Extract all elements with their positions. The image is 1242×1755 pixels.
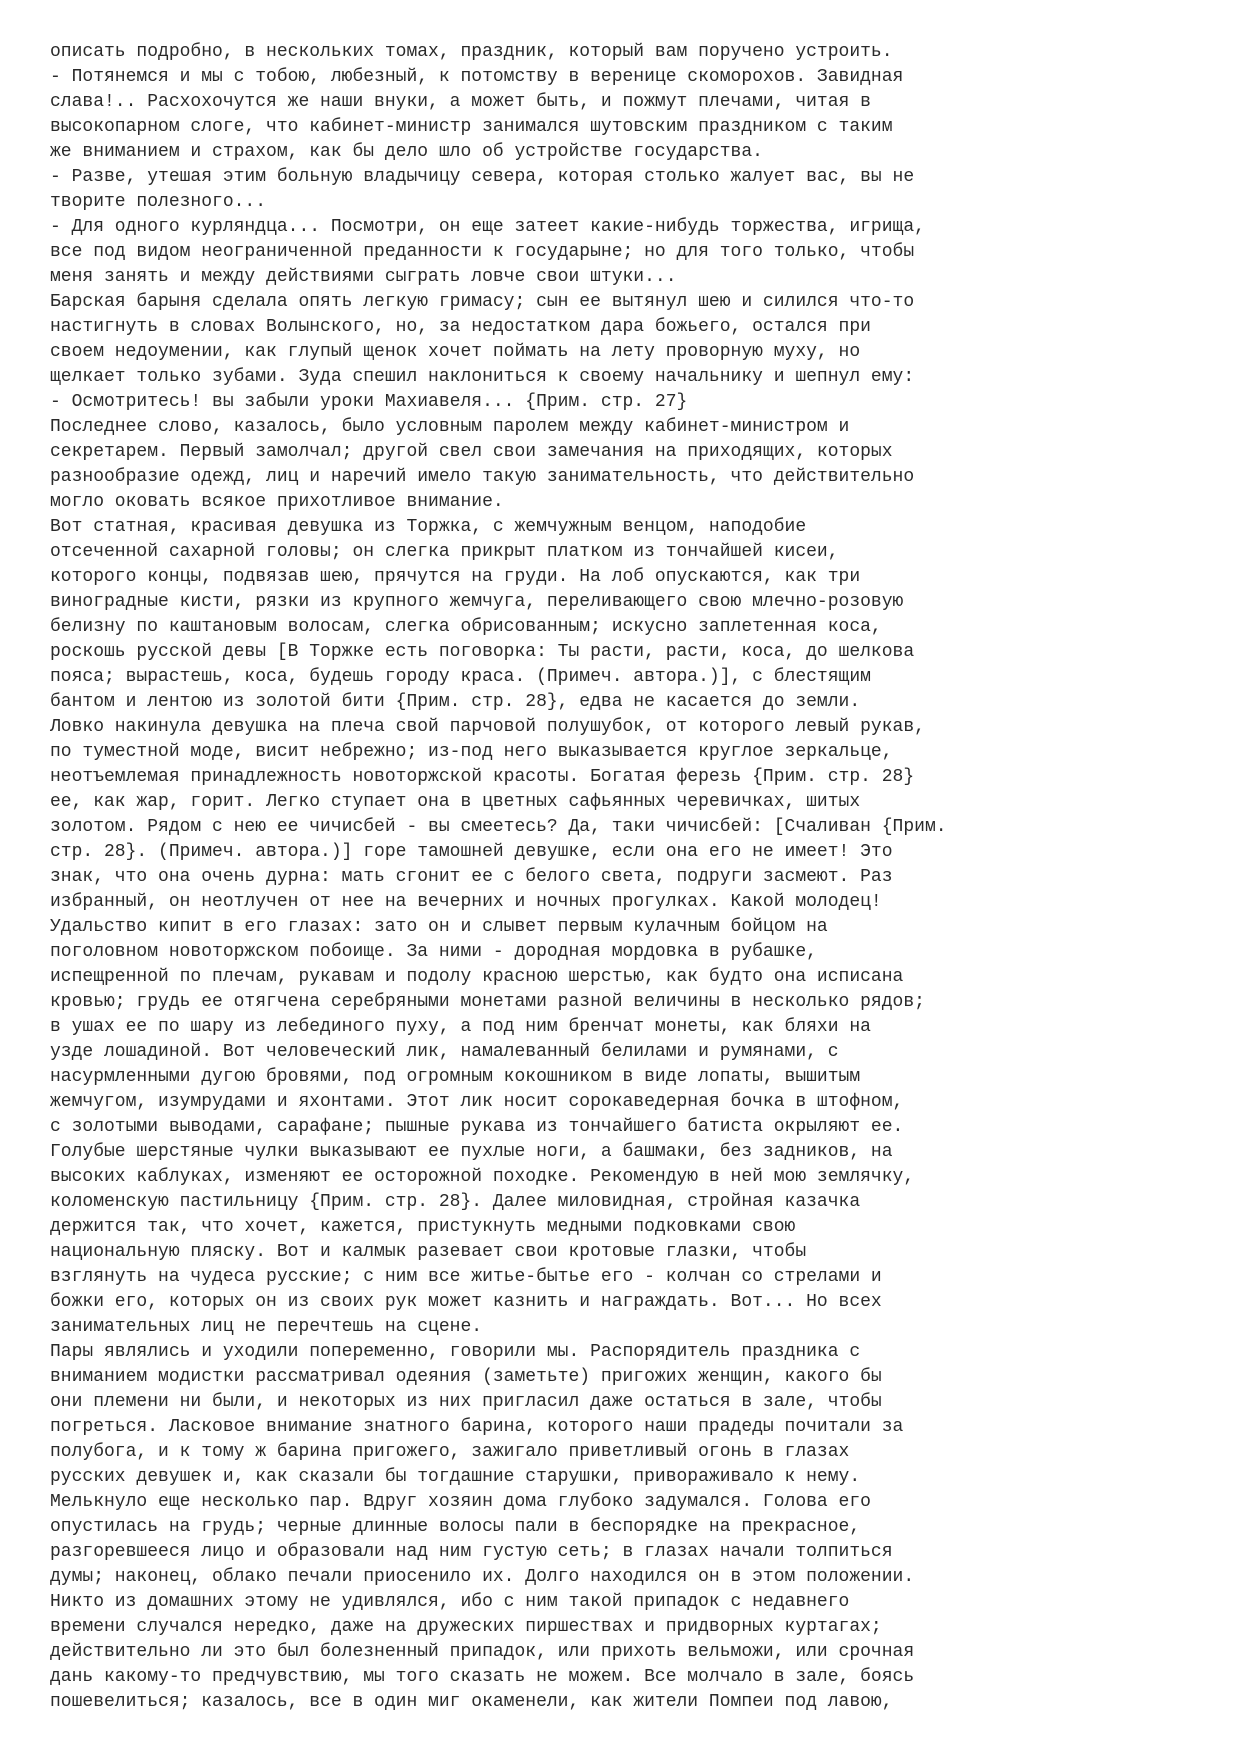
text-line: слава!.. Расхохочутся же наши внуки, а может быть, и пожмут плечами, читая в	[50, 92, 871, 112]
text-line: белизну по каштановым волосам, слегка обрисованным; искусно заплетенная коса,	[50, 617, 882, 637]
text-line: высокопарном слоге, что кабинет-министр занимался шутовским праздником с таким	[50, 117, 893, 137]
text-line: поголовном новоторжском побоище. За ними - дородная мордовка в рубашке,	[50, 942, 817, 962]
text-line: национальную пляску. Вот и калмык разевает свои кротовые глазки, чтобы	[50, 1242, 807, 1262]
text-line: Пары являлись и уходили попеременно, говорили мы. Распорядитель праздника с	[50, 1342, 861, 1362]
text-line: Последнее слово, казалось, было условным паролем между кабинет-министром и	[50, 417, 850, 437]
text-line: они племени ни были, и некоторых из них пригласил даже остаться в зале, чтобы	[50, 1392, 882, 1412]
text-line: же вниманием и страхом, как бы дело шло об устройстве государства.	[50, 142, 763, 162]
text-line: действительно ли это был болезненный припадок, или прихоть вельможи, или срочная	[50, 1642, 915, 1662]
text-line: отсеченной сахарной головы; он слегка прикрыт платком из тончайшей кисеи,	[50, 542, 839, 562]
text-line: настигнуть в словах Волынского, но, за недостатком дара божьего, остался при	[50, 317, 871, 337]
text-line: избранный, он неотлучен от нее на вечерних и ночных прогулках. Какой молодец!	[50, 892, 882, 912]
text-line: Вот статная, красивая девушка из Торжка, с жемчужным венцом, наподобие	[50, 517, 807, 537]
text-line: коломенскую пастильницу {Прим. стр. 28}. Далее миловидная, стройная казачка	[50, 1192, 861, 1212]
text-line: щелкает только зубами. Зуда спешил наклониться к своему начальнику и шепнул ему:	[50, 367, 915, 387]
text-line: думы; наконец, облако печали приосенило их. Долго находился он в этом положении.	[50, 1567, 915, 1587]
text-line: русских девушек и, как сказали бы тогдашние старушки, привораживало к нему.	[50, 1467, 861, 1487]
text-line: вниманием модистки рассматривал одеяния (заметьте) пригожих женщин, какого бы	[50, 1367, 882, 1387]
text-line: виноградные кисти, рязки из крупного жемчуга, переливающего свою млечно-розовую	[50, 592, 904, 612]
text-line: разгоревшееся лицо и образовали над ним густую сеть; в глазах начали толпиться	[50, 1542, 893, 1562]
text-line: - Потянемся и мы с тобою, любезный, к потомству в веренице скоморохов. Завидная	[50, 67, 904, 87]
text-line: меня занять и между действиями сыграть ловче свои штуки...	[50, 267, 677, 287]
text-line: - Для одного курляндца... Посмотри, он еще затеет какие-нибудь торжества, игрища,	[50, 217, 925, 237]
text-line: Барская барыня сделала опять легкую гримасу; сын ее вытянул шею и силился что-то	[50, 292, 915, 312]
text-line: кровью; грудь ее отягчена серебряными монетами разной величины в несколько рядов;	[50, 992, 925, 1012]
text-line: полубога, и к тому ж барина пригожего, зажигало приветливый огонь в глазах	[50, 1442, 850, 1462]
text-line: держится так, что хочет, кажется, пристукнуть медными подковками свою	[50, 1217, 796, 1237]
text-line: с золотыми выводами, сарафане; пышные рукава из тончайшего батиста окрыляют ее.	[50, 1117, 904, 1137]
text-line: божки его, которых он из своих рук может казнить и награждать. Вот... Но всех	[50, 1292, 882, 1312]
text-line: своем недоумении, как глупый щенок хочет поймать на лету проворную муху, но	[50, 342, 861, 362]
text-line: пошевелиться; казалось, все в один миг окаменели, как жители Помпеи под лавою,	[50, 1692, 893, 1712]
text-line: все под видом неограниченной преданности к государыне; но для того только, чтобы	[50, 242, 915, 262]
text-line: Голубые шерстяные чулки выказывают ее пухлые ноги, а башмаки, без задников, на	[50, 1142, 893, 1162]
text-line: Мелькнуло еще несколько пар. Вдруг хозяин дома глубоко задумался. Голова его	[50, 1492, 871, 1512]
text-line: роскошь русской девы [В Торжке есть поговорка: Ты расти, расти, коса, до шелкова	[50, 642, 915, 662]
text-line: высоких каблуках, изменяют ее осторожной походке. Рекомендую в ней мою землячку,	[50, 1167, 915, 1187]
text-line: разнообразие одежд, лиц и наречий имело такую занимательность, что действительно	[50, 467, 915, 487]
text-line: жемчугом, изумрудами и яхонтами. Этот лик носит сорокаведерная бочка в штофном,	[50, 1092, 904, 1112]
text-line: пояса; вырастешь, коса, будешь городу краса. (Примеч. автора.)], с блестящим	[50, 667, 871, 687]
text-line: - Разве, утешая этим больную владычицу севера, которая столько жалует вас, вы не	[50, 167, 915, 187]
text-line: творите полезного...	[50, 192, 267, 212]
text-line: в ушах ее по шару из лебединого пуху, а под ним бренчат монеты, как бляхи на	[50, 1017, 871, 1037]
text-line: времени случался нередко, даже на дружеских пиршествах и придворных куртагах;	[50, 1617, 882, 1637]
text-line: описать подробно, в нескольких томах, праздник, который вам поручено устроить.	[50, 42, 893, 62]
text-line: Удальство кипит в его глазах: зато он и слывет первым кулачным бойцом на	[50, 917, 828, 937]
text-line: Никто из домашних этому не удивлялся, ибо с ним такой припадок с недавнего	[50, 1592, 850, 1612]
text-line: опустилась на грудь; черные длинные волосы пали в беспорядке на прекрасное,	[50, 1517, 861, 1537]
text-line: занимательных лиц не перечтешь на сцене.	[50, 1317, 483, 1337]
text-line: бантом и лентою из золотой бити {Прим. стр. 28}, едва не касается до земли.	[50, 692, 861, 712]
text-line: могло оковать всякое прихотливое внимание.	[50, 492, 504, 512]
text-line: знак, что она очень дурна: мать сгонит ее с белого света, подруги засмеют. Раз	[50, 867, 893, 887]
text-line: взглянуть на чудеса русские; с ним все житье-бытье его - колчан со стрелами и	[50, 1267, 882, 1287]
text-line: - Осмотритесь! вы забыли уроки Махиавеля... {Прим. стр. 27}	[50, 392, 688, 412]
text-line: погреться. Ласковое внимание знатного барина, которого наши прадеды почитали за	[50, 1417, 904, 1437]
text-line: секретарем. Первый замолчал; другой свел свои замечания на приходящих, которых	[50, 442, 893, 462]
document-page	[50, 40, 1220, 1715]
text-line: ее, как жар, горит. Легко ступает она в цветных сафьянных черевичках, шитых	[50, 792, 861, 812]
text-line: Ловко накинула девушка на плеча свой парчовой полушубок, от которого левый рукав,	[50, 717, 925, 737]
text-line: золотом. Рядом с нею ее чичисбей - вы смеетесь? Да, таки чичисбей: [Счаливан {Прим.	[50, 817, 947, 837]
text-line: которого концы, подвязав шею, прячутся на груди. На лоб опускаются, как три	[50, 567, 861, 587]
text-line: дань какому-то предчувствию, мы того сказать не можем. Все молчало в зале, боясь	[50, 1667, 915, 1687]
text-line: узде лошадиной. Вот человеческий лик, намалеванный белилами и румянами, с	[50, 1042, 839, 1062]
text-line: стр. 28}. (Примеч. автора.)] горе тамошней девушке, если она его не имеет! Это	[50, 842, 893, 862]
text-line: насурмленными дугою бровями, под огромным кокошником в виде лопаты, вышитым	[50, 1067, 861, 1087]
text-line: испещренной по плечам, рукавам и подолу красною шерстью, как будто она исписана	[50, 967, 904, 987]
text-line: по тумeстной моде, висит небрежно; из-под него выказывается круглое зеркальце,	[50, 742, 893, 762]
text-line: неотъемлемая принадлежность новоторжской красоты. Богатая ферезь {Прим. стр. 28}	[50, 767, 915, 787]
